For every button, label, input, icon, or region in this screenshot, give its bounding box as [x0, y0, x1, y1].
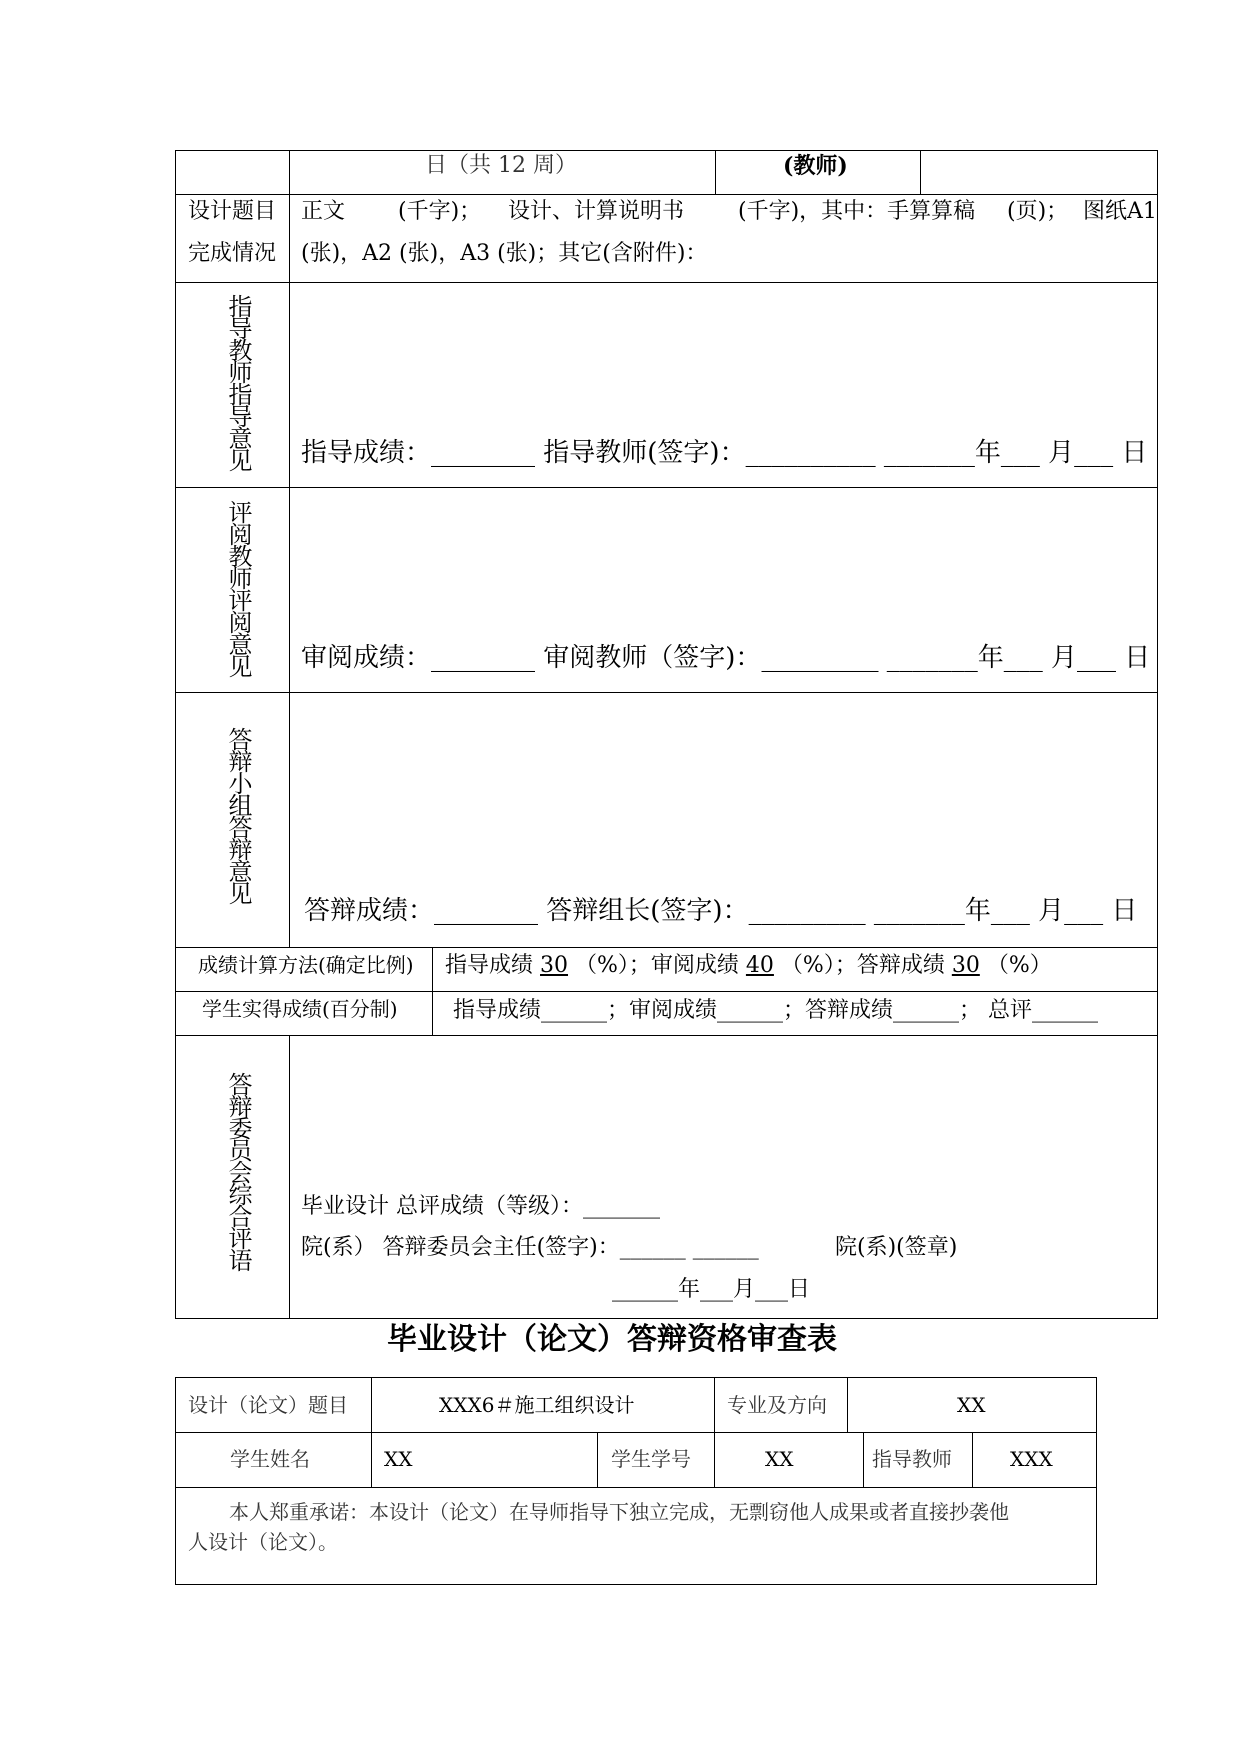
defense-month: 月: [1038, 896, 1065, 926]
advisor-year: 年: [974, 438, 1001, 468]
student-id-value: XX: [765, 1447, 794, 1471]
student-name-label: 学生姓名: [230, 1447, 310, 1471]
actual-text[interactable]: 指导成绩______；审阅成绩______；答辩成绩______； 总评______: [453, 998, 1098, 1023]
reviewer-sign-label: 审阅教师（签字)：: [543, 643, 762, 673]
completion-text-a: 正文: [301, 199, 346, 224]
major-label: 专业及方向: [727, 1393, 827, 1417]
advisor-label: 指导教师指导意见: [224, 294, 252, 470]
advisor-sign-blank[interactable]: __________: [745, 438, 876, 468]
method-defense-unit: （%）: [986, 953, 1052, 978]
date-text: 日（共 12 周）: [425, 153, 577, 178]
row1-blank-cell[interactable]: [920, 150, 1158, 195]
topic-label: 设计（论文）题目: [188, 1393, 348, 1417]
student-id-label: 学生学号: [611, 1447, 691, 1471]
reviewer-month-blank[interactable]: ___: [1003, 643, 1043, 673]
pledge-line1: 本人郑重承诺：本设计（论文）在导师指导下独立完成，无剽窃他人成果或者直接抄袭他: [229, 1500, 1009, 1524]
committee-date: ______年___月___日: [612, 1277, 811, 1302]
teacher-label: (教师): [783, 153, 848, 179]
pledge-line2: 人设计（论文）。: [188, 1530, 338, 1554]
method-advisor-pct: 30: [540, 953, 569, 978]
completion-label-line2: 完成情况: [188, 241, 277, 266]
advisor-value: XXX: [1010, 1447, 1053, 1471]
committee-label: 答辩委员会综合评语: [224, 1072, 252, 1270]
defense-year: 年: [964, 896, 991, 926]
advisor-month-blank[interactable]: ___: [1000, 438, 1040, 468]
reviewer-year: 年: [977, 643, 1004, 673]
advisor-year-blank[interactable]: _______: [883, 438, 975, 468]
defense-sign-blank[interactable]: _________: [748, 896, 866, 926]
advisor-day-blank[interactable]: ___: [1074, 438, 1114, 468]
advisor-score-blank[interactable]: ________: [431, 438, 536, 468]
reviewer-month: 月: [1050, 643, 1077, 673]
advisor-score-label: 指导成绩：: [301, 438, 432, 468]
defense-sign-line: [304, 898, 1137, 924]
completion-label-line1: 设计题目: [188, 199, 277, 224]
advisor-month: 月: [1048, 438, 1075, 468]
major-value: XX: [957, 1393, 986, 1417]
defense-label: 答辩小组答辩意见: [224, 727, 252, 903]
advisor-sign-line: [301, 440, 1147, 466]
completion-text-c: 设计、计算说明书: [508, 199, 685, 224]
reviewer-score-label: 审阅成绩：: [301, 643, 432, 673]
completion-text-b: (千字)；: [398, 199, 482, 224]
form-title: 毕业设计（论文）答辩资格审查表: [387, 1322, 837, 1357]
committee-line1: 毕业设计 总评成绩（等级）：_______: [301, 1194, 660, 1219]
topic-value: XXX6＃施工组织设计: [439, 1393, 635, 1417]
reviewer-score-blank[interactable]: ________: [431, 643, 536, 673]
reviewer-sign-blank[interactable]: _________: [761, 643, 879, 673]
advisor-label-2: 指导教师: [872, 1447, 952, 1471]
defense-day: 日: [1111, 896, 1138, 926]
reviewer-year-blank[interactable]: _______: [886, 643, 978, 673]
defense-sign-label: 答辩组长(签字)：: [546, 896, 749, 926]
committee-seal: 院(系)(签章): [835, 1235, 958, 1260]
method-advisor-label: 指导成绩: [445, 953, 534, 978]
actual-label: 学生实得成绩(百分制): [202, 997, 398, 1021]
completion-text-d: (千字)，其中：手算算稿: [738, 199, 976, 224]
defense-score-label: 答辩成绩：: [304, 896, 435, 926]
method-review-unit: （%）；答辩成绩: [780, 953, 945, 978]
row1-label-cell: [175, 150, 290, 195]
method-advisor-unit: （%）；审阅成绩: [575, 953, 739, 978]
defense-day-blank[interactable]: ___: [1064, 896, 1104, 926]
completion-text-f: 图纸A1: [1083, 199, 1157, 224]
reviewer-day: 日: [1124, 643, 1151, 673]
reviewer-label: 评阅教师评阅意见: [224, 500, 252, 676]
defense-month-blank[interactable]: ___: [990, 896, 1030, 926]
reviewer-sign-line: [301, 645, 1150, 671]
reviewer-day-blank[interactable]: ___: [1077, 643, 1116, 673]
defense-year-blank[interactable]: _______: [873, 896, 965, 926]
student-name-value: XX: [384, 1447, 413, 1471]
method-review-pct: 40: [745, 953, 774, 978]
completion-text-line2: (张)，A2 (张)，A3 (张)；其它(含附件)：: [301, 241, 708, 266]
method-text: [445, 955, 1052, 977]
advisor-sign-label: 指导教师(签字)：: [543, 438, 746, 468]
defense-score-blank[interactable]: ________: [434, 896, 539, 926]
method-label: 成绩计算方法(确定比例): [198, 953, 414, 977]
committee-line2: 院(系） 答辩委员会主任(签字)：______ ______: [301, 1235, 759, 1260]
method-defense-pct: 30: [951, 953, 980, 978]
completion-text-e: (页)；: [1007, 199, 1069, 224]
advisor-day: 日: [1121, 438, 1148, 468]
